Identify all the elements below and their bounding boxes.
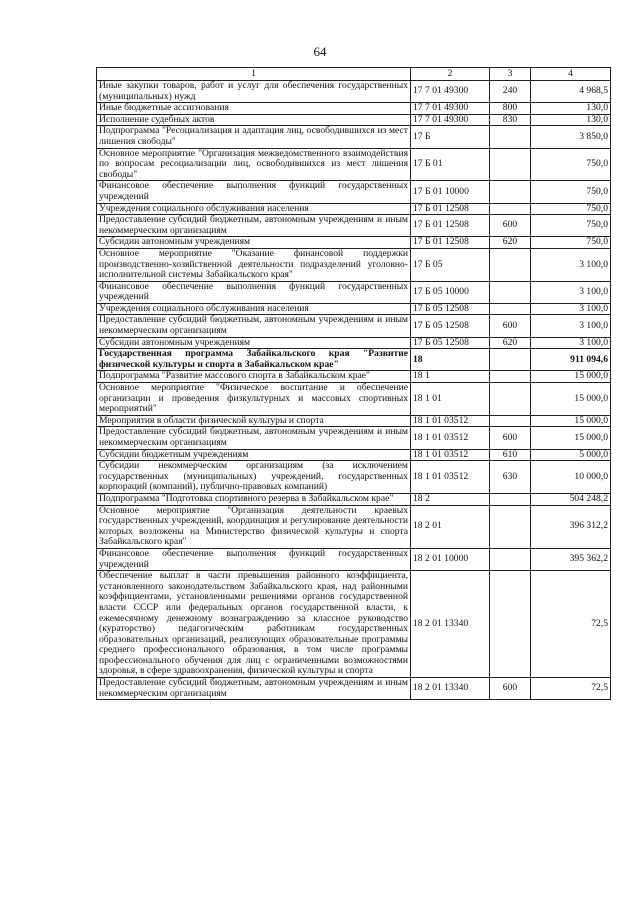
row-name: Иные бюджетные ассигнования (97, 103, 411, 115)
row-name: Мероприятия в области физической культуры и спорта (97, 415, 411, 427)
table-row (97, 337, 611, 349)
table-row (97, 215, 611, 237)
row-type (490, 505, 531, 548)
column-header-type: 3 (490, 68, 531, 81)
table-row (97, 248, 611, 281)
table-row (97, 461, 611, 494)
table-row (97, 181, 611, 203)
row-code: 17 Б 05 (411, 248, 490, 281)
row-type: 610 (490, 449, 531, 461)
row-name: Предоставление субсидий бюджетным, автономным учреждениям и иным некоммерческим организациям (97, 427, 411, 449)
row-name: Учреждения социального обслуживания населения (97, 303, 411, 315)
row-name: Предоставление субсидий бюджетным, автономным учреждениям и иным некоммерческим организациям (97, 215, 411, 237)
row-amount: 4 968,5 (531, 81, 611, 103)
table-row (97, 548, 611, 570)
row-code: 17 7 01 49300 (411, 114, 490, 126)
row-amount: 15 000,0 (531, 371, 611, 383)
row-name: Основное мероприятие "Организация межведомственного взаимодействия по вопросам ресоциализации лиц, освободившихся из мест лишения свободы" (97, 148, 411, 181)
table-row (97, 281, 611, 303)
table-row (97, 114, 611, 126)
table-row (97, 427, 611, 449)
row-amount: 10 000,0 (531, 461, 611, 494)
row-name: Основное мероприятие "Физическое воспитание и обеспечение организации и проведения физкультурных и массовых спортивных мероприятий" (97, 383, 411, 416)
row-name: Субсидии некоммерческим организациям (за исключением государственных (муниципальных) учреждений, государственных корпораций (компаний), публично-правовых компаний) (97, 461, 411, 494)
row-name: Субсидии автономным учреждениям (97, 337, 411, 349)
row-amount: 3 100,0 (531, 248, 611, 281)
row-amount: 750,0 (531, 215, 611, 237)
row-name: Учреждения социального обслуживания населения (97, 203, 411, 215)
row-amount: 3 100,0 (531, 337, 611, 349)
row-amount: 3 850,0 (531, 126, 611, 148)
table-row (97, 449, 611, 461)
row-type (490, 148, 531, 181)
row-code: 18 1 (411, 371, 490, 383)
row-code: 17 Б (411, 126, 490, 148)
table-row (97, 349, 611, 371)
row-amount: 5 000,0 (531, 449, 611, 461)
row-name: Подпрограмма "Развитие массового спорта в Забайкальском крае" (97, 371, 411, 383)
table-row (97, 237, 611, 249)
row-type (490, 493, 531, 505)
row-type (490, 126, 531, 148)
row-code: 18 (411, 349, 490, 371)
row-name: Финансовое обеспечение выполнения функций государственных учреждений (97, 281, 411, 303)
row-name: Исполнение судебных актов (97, 114, 411, 126)
row-code: 18 2 01 13340 (411, 571, 490, 678)
row-name: Предоставление субсидий бюджетным, автономным учреждениям и иным некоммерческим организациям (97, 315, 411, 337)
row-amount: 750,0 (531, 203, 611, 215)
row-amount: 504 248,2 (531, 493, 611, 505)
table-row (97, 81, 611, 103)
row-type (490, 303, 531, 315)
row-type (490, 548, 531, 570)
row-name: Подпрограмма "Подготовка спортивного резерва в Забайкальском крае" (97, 493, 411, 505)
row-code: 18 2 01 13340 (411, 678, 490, 700)
row-name: Финансовое обеспечение выполнения функций государственных учреждений (97, 181, 411, 203)
row-code: 17 Б 05 10000 (411, 281, 490, 303)
row-name: Подпрограмма "Ресоциализация и адаптация лиц, освободившихся из мест лишения свободы" (97, 126, 411, 148)
row-amount: 130,0 (531, 114, 611, 126)
row-amount: 15 000,0 (531, 415, 611, 427)
column-header-code: 2 (411, 68, 490, 81)
table-row (97, 303, 611, 315)
row-code: 17 Б 05 12508 (411, 303, 490, 315)
row-code: 17 Б 05 12508 (411, 337, 490, 349)
row-code: 18 1 01 03512 (411, 427, 490, 449)
row-type: 600 (490, 215, 531, 237)
row-amount: 72,5 (531, 571, 611, 678)
table-row (97, 678, 611, 700)
row-code: 18 1 01 03512 (411, 415, 490, 427)
row-amount: 72,5 (531, 678, 611, 700)
row-amount: 3 100,0 (531, 315, 611, 337)
row-name: Государственная программа Забайкальского края "Развитие физической культуры и спорта в Забайкальском крае" (97, 349, 411, 371)
row-code: 17 Б 05 12508 (411, 315, 490, 337)
table-row (97, 505, 611, 548)
row-name: Обеспечение выплат в части превышения районного коэффициента, установленного законодательством Забайкальского края, над районными коэффициентами, установленными решениями органов государственной власти СССР или федеральных органов государственной власти, к ежемесячному денежному вознаграждению за классное руководство (кураторство) педагогическим работникам государственных образовательных организаций, реализующих образовательные программы среднего профессионального образования, в том числе программы профессионального обучения для лиц с ограниченными возможностями здоровья, в сфере здравоохранения, физической культуры и спорта (97, 571, 411, 678)
table-row (97, 493, 611, 505)
table-row (97, 103, 611, 115)
row-code: 18 1 01 03512 (411, 461, 490, 494)
row-amount: 3 100,0 (531, 303, 611, 315)
row-type: 620 (490, 337, 531, 349)
row-code: 18 2 01 10000 (411, 548, 490, 570)
row-amount: 15 000,0 (531, 427, 611, 449)
row-code: 17 7 01 49300 (411, 103, 490, 115)
row-code: 18 2 01 (411, 505, 490, 548)
row-code: 17 Б 01 (411, 148, 490, 181)
row-amount: 750,0 (531, 148, 611, 181)
column-header-amount: 4 (531, 68, 611, 81)
row-type (490, 181, 531, 203)
row-type (490, 383, 531, 416)
row-name: Предоставление субсидий бюджетным, автономным учреждениям и иным некоммерческим организациям (97, 678, 411, 700)
row-amount: 3 100,0 (531, 281, 611, 303)
row-code: 18 2 (411, 493, 490, 505)
table-row (97, 571, 611, 678)
table-row (97, 126, 611, 148)
table-row (97, 203, 611, 215)
row-type (490, 281, 531, 303)
page-number: 64 (313, 44, 327, 59)
row-code: 18 1 01 (411, 383, 490, 416)
column-header-name: 1 (97, 68, 411, 81)
row-name: Субсидии бюджетным учреждениям (97, 449, 411, 461)
table-row (97, 415, 611, 427)
row-amount: 130,0 (531, 103, 611, 115)
row-amount: 750,0 (531, 237, 611, 249)
row-name: Основное мероприятие "Организация деятельности краевых государственных учреждений, координация и регулирование деятельности которых возложены на Министерство физической культуры и спорта Забайкальского края" (97, 505, 411, 548)
row-type: 620 (490, 237, 531, 249)
row-type: 600 (490, 678, 531, 700)
row-type: 800 (490, 103, 531, 115)
row-type (490, 248, 531, 281)
row-name: Финансовое обеспечение выполнения функций государственных учреждений (97, 548, 411, 570)
table-row (97, 383, 611, 416)
row-type: 630 (490, 461, 531, 494)
budget-table (96, 67, 611, 700)
row-amount: 395 362,2 (531, 548, 611, 570)
row-type: 600 (490, 315, 531, 337)
row-code: 17 Б 01 12508 (411, 203, 490, 215)
row-code: 17 Б 01 12508 (411, 215, 490, 237)
row-code: 17 Б 01 12508 (411, 237, 490, 249)
row-code: 18 1 01 03512 (411, 449, 490, 461)
row-type (490, 203, 531, 215)
row-amount: 750,0 (531, 181, 611, 203)
row-type (490, 571, 531, 678)
table-header-row (97, 68, 611, 81)
row-amount: 911 094,6 (531, 349, 611, 371)
row-name: Иные закупки товаров, работ и услуг для обеспечения государственных (муниципальных) нужд (97, 81, 411, 103)
row-amount: 15 000,0 (531, 383, 611, 416)
row-code: 17 Б 01 10000 (411, 181, 490, 203)
row-type: 240 (490, 81, 531, 103)
row-type (490, 371, 531, 383)
row-type: 830 (490, 114, 531, 126)
table-row (97, 371, 611, 383)
row-amount: 396 312,2 (531, 505, 611, 548)
table-row (97, 315, 611, 337)
row-code: 17 7 01 49300 (411, 81, 490, 103)
row-type: 600 (490, 427, 531, 449)
row-type (490, 415, 531, 427)
row-type (490, 349, 531, 371)
row-name: Основное мероприятие "Оказание финансовой поддержки производственно-хозяйственной деятельности подразделений уголовно-исполнительной системы Забайкальского края" (97, 248, 411, 281)
table-row (97, 148, 611, 181)
row-name: Субсидии автономным учреждениям (97, 237, 411, 249)
